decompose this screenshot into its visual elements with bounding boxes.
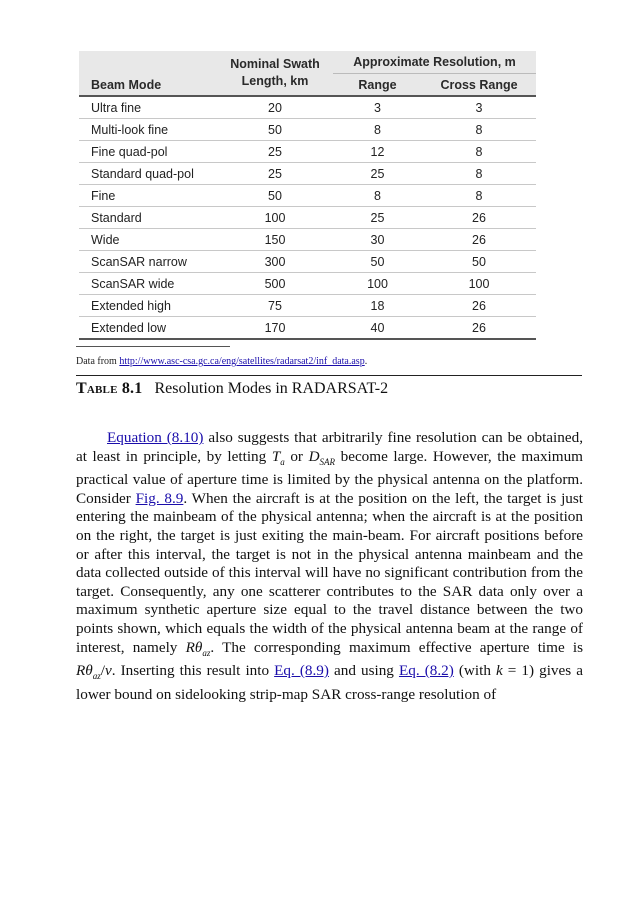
source-prefix: Data from xyxy=(76,356,120,367)
cell-range: 3 xyxy=(333,96,422,119)
var-rtheta-2: Rθ xyxy=(76,662,93,680)
text-run: . The corresponding maximum effective aperture time is xyxy=(210,638,584,656)
text-run: and using xyxy=(328,662,399,680)
table-header-row xyxy=(79,51,536,74)
sub-a: a xyxy=(280,456,285,467)
cell-swath: 500 xyxy=(217,273,333,295)
link-eq-8-2[interactable]: Eq. (8.2) xyxy=(398,662,454,680)
cell-range: 30 xyxy=(333,229,422,251)
var-rtheta: Rθ xyxy=(185,638,203,656)
link-fig-8-9[interactable]: Fig. 8.9 xyxy=(135,489,184,507)
table-row xyxy=(79,185,536,207)
cell-cross-range: 3 xyxy=(422,96,536,119)
text-run: . Inserting this result into xyxy=(111,662,275,680)
link-eq-8-9[interactable]: Eq. (8.9) xyxy=(274,662,329,680)
header-swath-line1: Nominal Swath xyxy=(230,57,320,71)
cell-beam-mode: Extended low xyxy=(79,317,217,340)
cell-swath: 25 xyxy=(217,163,333,185)
cell-swath: 75 xyxy=(217,295,333,317)
resolution-table xyxy=(79,51,536,340)
source-note xyxy=(76,356,367,367)
cell-swath: 25 xyxy=(217,141,333,163)
caption-label: Table 8.1 xyxy=(76,380,143,397)
header-approx-resolution: Approximate Resolution, m xyxy=(333,51,536,74)
text-run: = 1) gives a lower bound on sidelooking strip-map SAR cross-range resolution of xyxy=(76,662,583,703)
cell-range: 8 xyxy=(333,119,422,141)
table-row xyxy=(79,119,536,141)
cell-beam-mode: Standard xyxy=(79,207,217,229)
cell-swath: 50 xyxy=(217,185,333,207)
var-D: D xyxy=(308,447,320,465)
cell-cross-range: 26 xyxy=(422,295,536,317)
var-T: T xyxy=(271,447,281,465)
cell-beam-mode: Ultra fine xyxy=(79,96,217,119)
header-range: Range xyxy=(333,74,422,97)
cell-cross-range: 50 xyxy=(422,251,536,273)
source-divider xyxy=(76,346,230,347)
header-nominal-swath xyxy=(217,51,333,96)
cell-cross-range: 26 xyxy=(422,229,536,251)
body-paragraph xyxy=(76,429,583,704)
header-swath-line2: Length, km xyxy=(241,74,309,88)
paragraph-text xyxy=(76,429,583,704)
cell-cross-range: 8 xyxy=(422,185,536,207)
table-row xyxy=(79,251,536,273)
table-row xyxy=(79,229,536,251)
cell-range: 12 xyxy=(333,141,422,163)
cell-cross-range: 26 xyxy=(422,207,536,229)
header-cross-range: Cross Range xyxy=(422,74,536,97)
caption-divider xyxy=(76,375,582,376)
text-run: or xyxy=(284,447,309,465)
text-run: . When the aircraft is at the position on the left, the target is just entering the mainbeam of the physical antenna; when the aircraft is at the position on the right, the target is just exiting the main-beam. For aircraft positions before or after this interval, the target is not in the physical antenna mainbeam and the data collected outside of this interval will have no significant contribution from the target. Consequently, any one scatterer contributes to the SAR data only over a maximum synthetic aperture size equal to the travel distance between the two points shown, which equals the width of the physical antenna beam at the range of interest, namely xyxy=(76,489,584,656)
source-link[interactable]: http://www.asc-csa.gc.ca/eng/satellites/radarsat2/inf_data.asp xyxy=(119,356,365,367)
table-row xyxy=(79,96,536,119)
cell-beam-mode: Fine xyxy=(79,185,217,207)
cell-swath: 170 xyxy=(217,317,333,340)
cell-range: 100 xyxy=(333,273,422,295)
sub-sar: SAR xyxy=(319,456,336,467)
cell-cross-range: 100 xyxy=(422,273,536,295)
cell-cross-range: 8 xyxy=(422,163,536,185)
cell-swath: 300 xyxy=(217,251,333,273)
table-row xyxy=(79,141,536,163)
text-run: (with xyxy=(453,662,496,680)
sub-az: az xyxy=(202,647,211,658)
cell-beam-mode: Extended high xyxy=(79,295,217,317)
cell-cross-range: 8 xyxy=(422,119,536,141)
table-row xyxy=(79,317,536,340)
cell-range: 50 xyxy=(333,251,422,273)
table-row xyxy=(79,273,536,295)
cell-beam-mode: ScanSAR wide xyxy=(79,273,217,295)
link-equation-8-10[interactable]: Equation (8.10) xyxy=(107,429,204,446)
caption-title: Resolution Modes in RADARSAT-2 xyxy=(154,380,389,397)
cell-range: 8 xyxy=(333,185,422,207)
cell-beam-mode: ScanSAR narrow xyxy=(79,251,217,273)
cell-beam-mode: Fine quad-pol xyxy=(79,141,217,163)
source-suffix: . xyxy=(364,356,368,367)
text-run: / xyxy=(100,662,105,680)
sub-az-2: az xyxy=(92,671,101,682)
table-row xyxy=(79,207,536,229)
cell-beam-mode: Wide xyxy=(79,229,217,251)
cell-beam-mode: Multi-look fine xyxy=(79,119,217,141)
cell-cross-range: 8 xyxy=(422,141,536,163)
resolution-table-container xyxy=(79,51,536,340)
text-run: become large. However, the maximum practical value of aperture time is limited by the physical antenna on the platform. Consider xyxy=(76,447,583,507)
var-v: v xyxy=(105,662,112,680)
cell-range: 25 xyxy=(333,163,422,185)
cell-beam-mode: Standard quad-pol xyxy=(79,163,217,185)
table-row xyxy=(79,295,536,317)
cell-swath: 20 xyxy=(217,96,333,119)
var-k: k xyxy=(495,662,503,680)
table-body xyxy=(79,96,536,339)
table-caption xyxy=(76,380,388,398)
cell-cross-range: 26 xyxy=(422,317,536,340)
text-run: also suggests that arbitrarily fine resolution can be obtained, at least in principle, by letting xyxy=(76,429,583,465)
cell-range: 25 xyxy=(333,207,422,229)
cell-swath: 150 xyxy=(217,229,333,251)
cell-swath: 50 xyxy=(217,119,333,141)
cell-range: 40 xyxy=(333,317,422,340)
header-beam-mode: Beam Mode xyxy=(79,51,217,96)
cell-swath: 100 xyxy=(217,207,333,229)
cell-range: 18 xyxy=(333,295,422,317)
table-row xyxy=(79,163,536,185)
